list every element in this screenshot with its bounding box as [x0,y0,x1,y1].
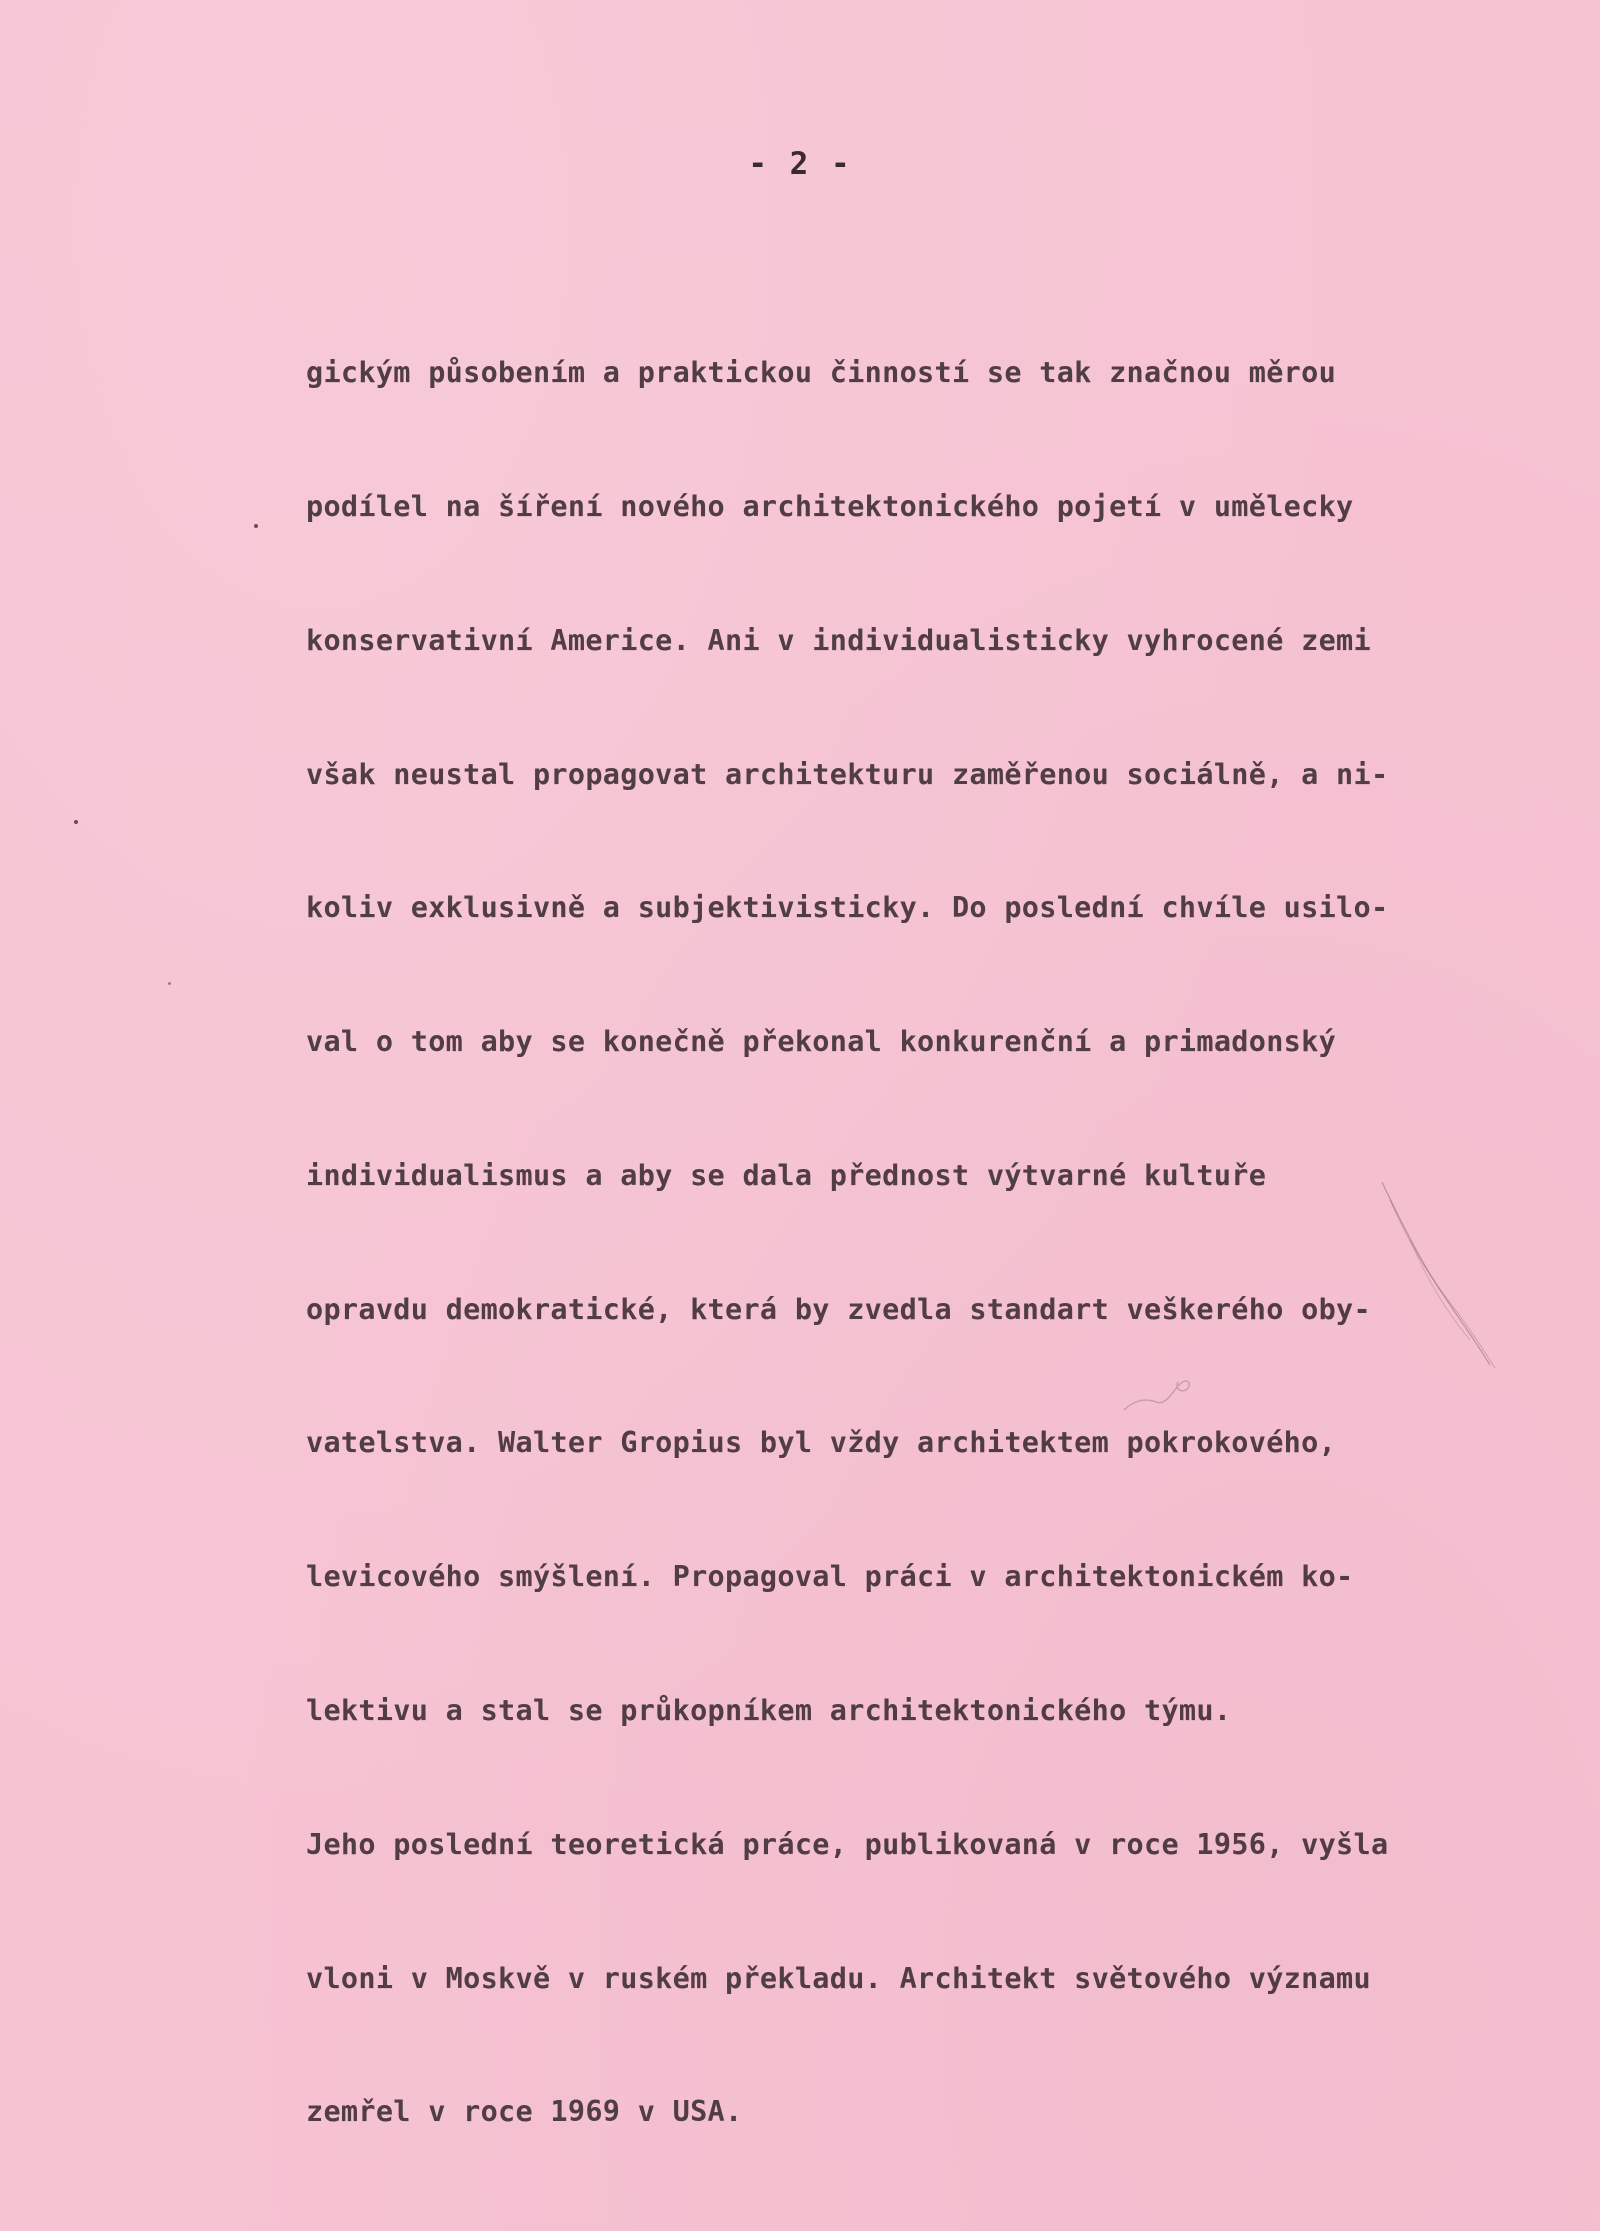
ink-dot-mark [74,820,78,824]
ink-dot-mark [254,524,258,528]
text-line: opravdu demokratické, která by zvedla standart veškerého oby- [306,1292,1371,1326]
text-line: vatelstva. Walter Gropius byl vždy architektem pokrokového, [306,1426,1337,1460]
text-line: však neustal propagovat architekturu zaměřenou sociálně, a ni- [306,757,1389,791]
text-line: individualismus a aby se dala přednost výtvarné kultuře [306,1158,1267,1192]
text-line: vloni v Moskvě v ruském překladu. Architekt světového významu [306,1961,1371,1995]
text-line: koliv exklusivně a subjektivisticky. Do poslední chvíle usilo- [306,891,1389,925]
text-line: levicového smýšlení. Propagoval práci v architektonickém ko- [306,1560,1354,1594]
text-line: lektivu a stal se průkopníkem architektonického týmu. [306,1694,1232,1727]
text-line: val o tom aby se konečně překonal konkurenční a primadonský [306,1025,1337,1059]
text-line: konservativní Americe. Ani v individualisticky vyhrocené zemi [306,623,1371,657]
page-number: - 2 - [748,146,852,182]
ink-dot-mark [168,982,171,985]
text-line: podílel na šíření nového architektonického pojetí v umělecky [306,489,1354,523]
text-line: zemřel v roce 1969 v USA. [306,2095,743,2129]
text-line: Jeho poslední teoretická práce, publikovaná v roce 1956, vyšla [306,1827,1389,1861]
typewritten-text [306,262,1566,2224]
text-line: gickým působením a praktickou činností se tak značnou měrou [306,356,1337,390]
